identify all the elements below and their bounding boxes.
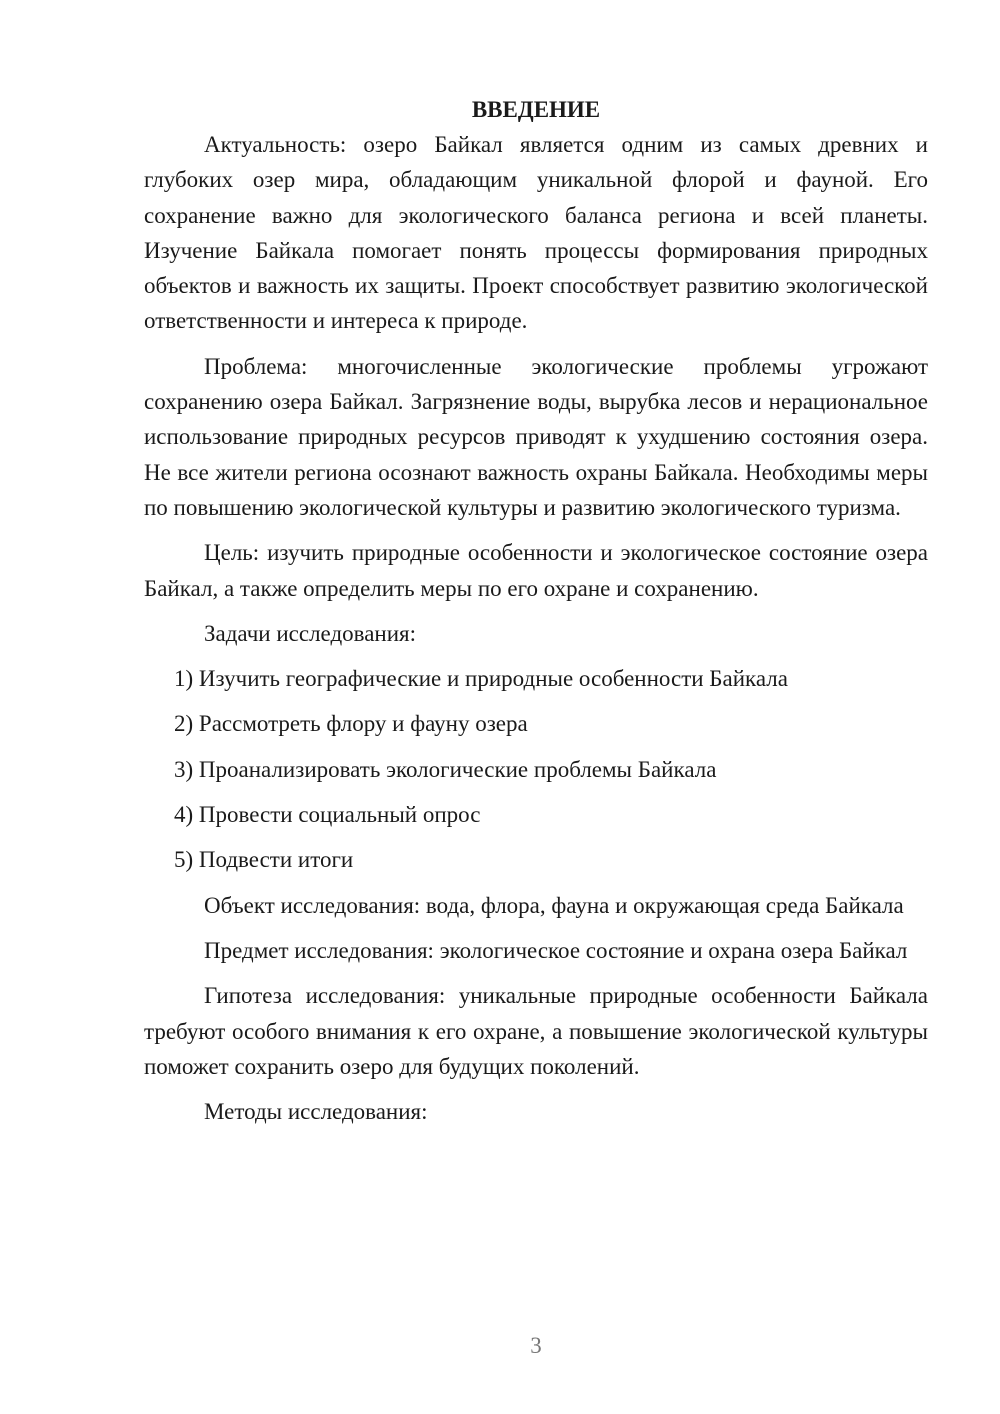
- problem-paragraph: Проблема: многочисленные экологические проблемы угрожают сохранению озера Байкал. Загрязнение воды, вырубка лесов и нерациональное использование природных ресурсов приводят к ухудшению состояния озера. Не все жители региона осознают важность охраны Байкала. Необходимы меры по повышению экологической культуры и развитию экологического туризма.: [144, 353, 928, 520]
- section-heading: ВВЕДЕНИЕ: [471, 97, 601, 122]
- tasks-list: [144, 661, 928, 877]
- task-item: 2) Рассмотреть флору и фауну озера: [174, 711, 528, 737]
- subject-paragraph: Предмет исследования: экологическое состояние и охрана озера Байкал: [204, 937, 908, 963]
- object-paragraph: Объект исследования: вода, флора, фауна и окружающая среда Байкала: [204, 892, 904, 918]
- task-item: 5) Подвести итоги: [174, 847, 354, 873]
- tasks-heading: Задачи исследования:: [204, 620, 417, 646]
- page-number: 3: [530, 1333, 542, 1358]
- document-page: [144, 92, 928, 1139]
- task-item: 3) Проанализировать экологические проблемы Байкала: [174, 756, 717, 782]
- goal-paragraph: Цель: изучить природные особенности и экологическое состояние озера Байкал, а также определить меры по его охране и сохранению.: [144, 540, 928, 601]
- task-item: 1) Изучить географические и природные особенности Байкала: [174, 666, 788, 692]
- relevance-paragraph: Актуальность: озеро Байкал является одним из самых древних и глубоких озер мира, обладающим уникальной флорой и фауной. Его сохранение важно для экологического баланса региона и всей планеты. Изучение Байкала помогает понять процессы формирования природных объектов и важность их защиты. Проект способствует развитию экологической ответственности и интереса к природе.: [144, 132, 928, 334]
- hypothesis-paragraph: Гипотеза исследования: уникальные природные особенности Байкала требуют особого внимания к его охране, а повышение экологической культуры поможет сохранить озеро для будущих поколений.: [144, 983, 928, 1079]
- task-item: 4) Провести социальный опрос: [174, 802, 481, 828]
- methods-heading: Методы исследования:: [204, 1099, 428, 1125]
